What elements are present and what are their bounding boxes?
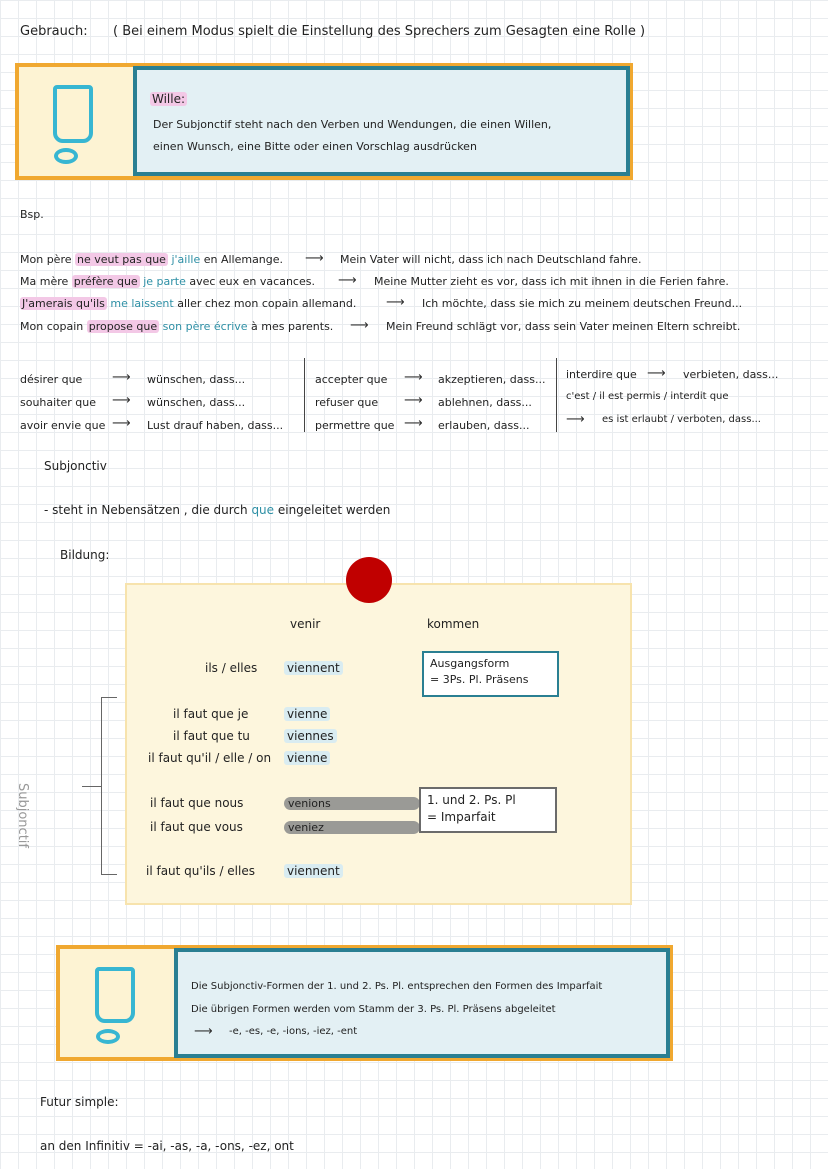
row-vous: il faut que vous	[150, 820, 243, 834]
bildung-label: Bildung:	[60, 548, 110, 562]
example-fr-rest: avec eux en vacances.	[185, 275, 315, 288]
imparfait-line-2: = Imparfait	[427, 810, 496, 824]
row-nous: il faut que nous	[150, 796, 244, 810]
verb-col-1-de	[147, 368, 283, 437]
example-fr-part: Mon père	[20, 253, 75, 266]
ils-form: viennent	[284, 661, 343, 675]
example-trigger: propose que	[88, 320, 158, 333]
row-il: il faut qu'il / elle / on	[148, 751, 272, 765]
form-il: vienne	[284, 751, 330, 765]
example-fr-rest: à mes parents.	[247, 320, 334, 333]
form-nous: venions	[288, 797, 331, 810]
example-verb: j'aille	[167, 253, 201, 266]
verb-de: ablehnen, dass...	[438, 396, 532, 409]
row-tu: il faut que tu	[173, 729, 250, 743]
verb-fr: désirer que	[20, 373, 83, 386]
arrow-icons: ⟶ ⟶ ⟶	[404, 370, 423, 431]
ils-elles-label: ils / elles	[205, 661, 258, 675]
gebrauch-note: ( Bei einem Modus spielt die Einstellung des Sprechers zum Gesagten eine Rolle )	[113, 24, 646, 39]
example-de-4: Mein Freund schlägt vor, dass sein Vater meinen Eltern schreibt.	[386, 320, 741, 333]
example-row-3	[20, 297, 356, 310]
futur-title: Futur simple:	[40, 1095, 119, 1109]
info-inner-box	[174, 948, 670, 1058]
example-de-2: Meine Mutter zieht es vor, dass ich mit ihnen in die Ferien fahre.	[374, 275, 729, 288]
example-verb: son père écrive	[159, 320, 248, 333]
example-fr-rest: aller chez mon copain allemand.	[173, 297, 357, 310]
subjonctiv-rule	[44, 503, 390, 517]
rule-text: eingeleitet werden	[274, 503, 391, 517]
exclamation-icon	[95, 967, 135, 1023]
ausgangsform-line-2: = 3Ps. Pl. Präsens	[430, 673, 529, 686]
divider	[556, 358, 557, 432]
verb-de: Lust drauf haben, dass...	[147, 419, 284, 432]
wille-line-1: Der Subjonctif steht nach den Verben und Wendungen, die einen Willen,	[153, 118, 552, 131]
bsp-label: Bsp.	[20, 208, 44, 221]
form-je: vienne	[284, 707, 330, 721]
imparfait-box	[419, 787, 557, 833]
verb-de: wünschen, dass...	[147, 396, 246, 409]
verb-fr: avoir envie que	[20, 419, 106, 432]
subjonctiv-title: Subjonctiv	[44, 459, 107, 473]
example-trigger: ne veut pas que	[76, 253, 166, 266]
verb-de: wünschen, dass...	[147, 373, 246, 386]
imparfait-line-1: 1. und 2. Ps. Pl	[427, 793, 516, 807]
ausgangsform-box	[422, 651, 559, 697]
arrow-icon: ⟶	[647, 366, 666, 381]
example-row-1	[20, 253, 283, 266]
arrow-icon: ⟶	[305, 251, 324, 266]
verb-col-1-fr	[20, 368, 105, 437]
exclamation-dot-icon	[54, 148, 78, 164]
verb-fr: permettre que	[315, 419, 395, 432]
red-pin-icon	[346, 557, 392, 603]
info-line-1: Die Subjonctiv-Formen der 1. und 2. Ps. Pl. entsprechen den Formen des Imparfait	[191, 981, 603, 992]
verb-col-3-row-2: c'est / il est permis / interdit que	[566, 391, 729, 402]
divider	[304, 358, 305, 432]
example-de-3: Ich möchte, dass sie mich zu meinem deutschen Freund...	[422, 297, 743, 310]
info-line-2: Die übrigen Formen werden vom Stamm der 3. Ps. Pl. Präsens abgeleitet	[191, 1004, 556, 1015]
arrow-icon: ⟶	[338, 273, 357, 288]
verb-de: akzeptieren, dass...	[438, 373, 546, 386]
subjonctif-side-label: Subjonctif	[15, 783, 30, 848]
example-fr-rest: en Allemange.	[200, 253, 284, 266]
bracket-tick	[82, 786, 102, 787]
verb-fr: accepter que	[315, 373, 388, 386]
verb-col-3-row-1: interdire que	[566, 368, 637, 381]
example-row-4	[20, 320, 333, 333]
example-de-1: Mein Vater will nicht, dass ich nach Deutschland fahre.	[340, 253, 642, 266]
exclamation-dot-icon	[96, 1029, 120, 1044]
conjugation-table	[125, 583, 632, 905]
arrow-icon: ⟶	[194, 1024, 213, 1039]
verb-col-2-fr	[315, 368, 394, 437]
example-verb: me laissent	[106, 297, 174, 310]
wille-line-2: einen Wunsch, eine Bitte oder einen Vorschlag ausdrücken	[153, 140, 477, 153]
ausgangsform-line-1: Ausgangsform	[430, 657, 510, 670]
example-trigger: J'amerais qu'ils	[22, 297, 105, 310]
header-venir: venir	[290, 617, 321, 631]
info-line-3: -e, -es, -e, -ions, -iez, -ent	[229, 1026, 358, 1037]
example-trigger: préfère que	[73, 275, 138, 288]
arrow-icons: ⟶ ⟶ ⟶	[112, 370, 131, 431]
example-fr-part: Mon copain	[20, 320, 87, 333]
verb-fr: souhaiter que	[20, 396, 97, 409]
arrow-icon: ⟶	[350, 318, 369, 333]
arrow-icon: ⟶	[386, 295, 405, 310]
example-verb: je parte	[139, 275, 186, 288]
exclamation-icon	[53, 85, 93, 143]
header-kommen: kommen	[427, 617, 480, 631]
form-vous: veniez	[288, 821, 324, 834]
verb-fr: refuser que	[315, 396, 379, 409]
row-je: il faut que je	[173, 707, 249, 721]
arrow-icon: ⟶	[566, 412, 585, 427]
bracket	[101, 697, 117, 875]
futur-rule: an den Infinitiv = -ai, -as, -a, -ons, -ez, ont	[40, 1139, 294, 1153]
verb-col-3-de-3: es ist erlaubt / verboten, dass...	[602, 414, 761, 425]
verb-col-3-de-1: verbieten, dass...	[683, 368, 779, 381]
example-fr-part: Ma mère	[20, 275, 72, 288]
verb-col-2-de	[438, 368, 545, 437]
gebrauch-label: Gebrauch:	[20, 24, 88, 39]
example-row-2	[20, 275, 315, 288]
rule-que: que	[251, 503, 275, 517]
wille-title: Wille:	[152, 92, 186, 106]
form-ils: viennent	[284, 864, 343, 878]
verb-de: erlauben, dass...	[438, 419, 530, 432]
row-ils: il faut qu'ils / elles	[146, 864, 255, 878]
rule-text: - steht in Nebensätzen , die durch	[44, 503, 252, 517]
form-tu: viennes	[284, 729, 337, 743]
